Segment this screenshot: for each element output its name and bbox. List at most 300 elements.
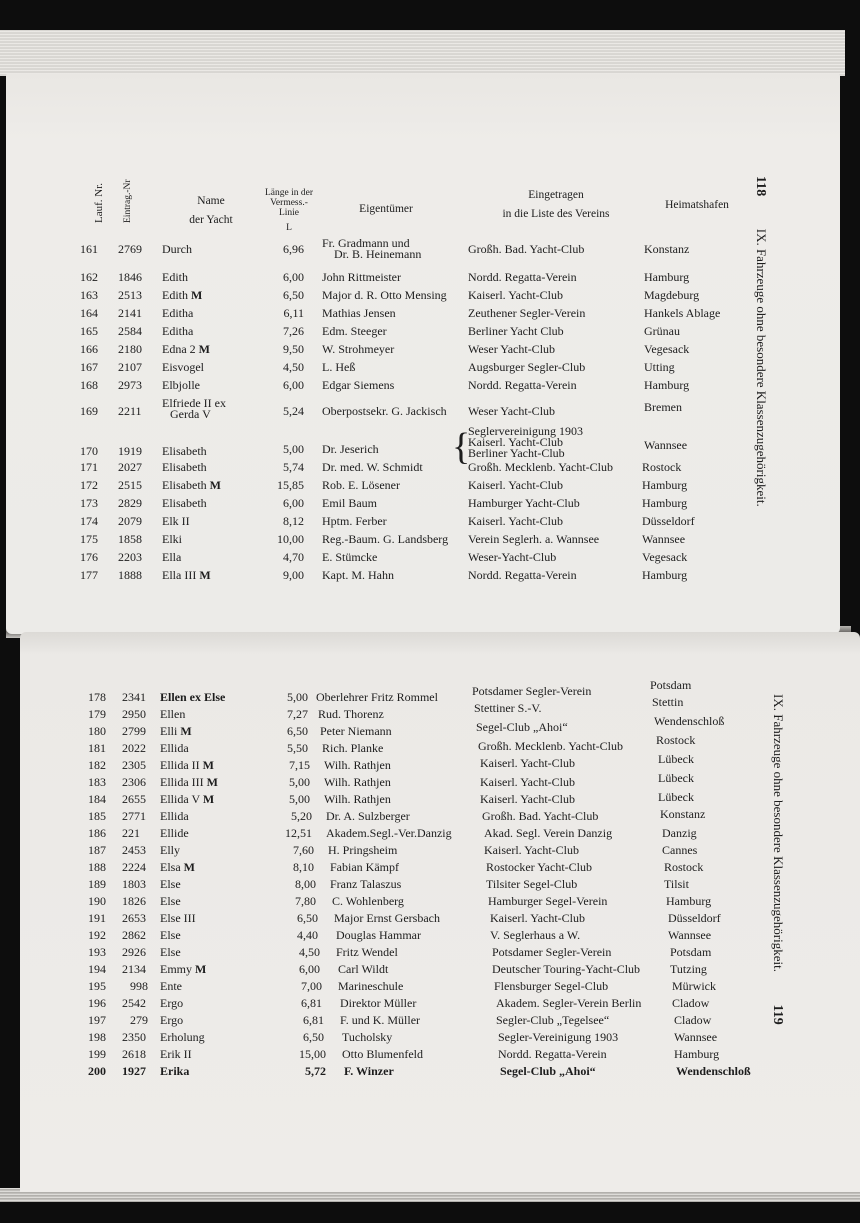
row-laenge: 5,74: [283, 460, 304, 474]
row-club: Nordd. Regatta-Verein: [468, 378, 577, 392]
row-eintrag-nr: 2211: [118, 404, 142, 418]
row-yacht-name: Erholung: [160, 1030, 205, 1044]
table-row: [6, 396, 840, 421]
row-eintrag-nr: 2584: [118, 324, 142, 338]
brace-icon: {: [452, 426, 471, 468]
row-lauf-nr: 173: [80, 496, 98, 510]
row-lauf-nr: 189: [88, 877, 106, 891]
row-laenge: 5,24: [283, 404, 304, 418]
row-heimatshafen: Rostock: [656, 733, 696, 747]
row-laenge: 6,00: [283, 270, 304, 284]
row-heimatshafen: Mürwick: [672, 979, 716, 993]
table-row: [20, 773, 860, 791]
table-row: [20, 1062, 860, 1080]
row-yacht-name: Elki: [162, 532, 182, 546]
row-heimatshafen: Potsdam: [650, 678, 692, 692]
row-eintrag-nr: 2350: [122, 1030, 146, 1044]
row-heimatshafen: Wendenschloß: [654, 714, 725, 728]
row-club: Akadem. Segler-Verein Berlin: [496, 996, 642, 1010]
row-yacht-name: Ella: [162, 550, 182, 564]
row-yacht-name: [162, 476, 221, 494]
row-m-mark: M: [209, 478, 221, 492]
row-club: V. Seglerhaus a W.: [490, 928, 581, 942]
row-heimatshafen: Grünau: [644, 324, 680, 338]
row-yacht-name-line2: Gerda V: [170, 407, 211, 421]
row-owner: Fabian Kämpf: [330, 860, 399, 874]
row-laenge: 6,81: [303, 1013, 324, 1027]
table-row: [20, 977, 860, 995]
row-yacht-name: Editha: [162, 306, 194, 320]
row-yacht-name: Else III: [160, 911, 196, 925]
row-laenge: 8,12: [283, 514, 304, 528]
row-lauf-nr: 190: [88, 894, 106, 908]
row-yacht-name: Elly: [160, 843, 180, 857]
table-row: [20, 858, 860, 876]
row-eintrag-nr: 2771: [122, 809, 146, 823]
row-club-line1: Seglervereinigung 1903: [468, 424, 583, 438]
row-owner: Mathias Jensen: [322, 306, 396, 320]
row-eintrag-nr: 998: [130, 979, 148, 993]
row-yacht-name: [160, 722, 192, 740]
table-row: [6, 530, 840, 548]
row-club: Weser Yacht-Club: [468, 404, 556, 418]
row-lauf-nr: 188: [88, 860, 106, 874]
row-laenge: 6,11: [283, 306, 304, 320]
row-heimatshafen: Hamburg: [642, 496, 688, 510]
row-owner-line1: Fr. Gradmann und: [322, 236, 410, 250]
row-yacht-name: Else: [160, 894, 181, 908]
header-eintrag-nr: Eintrag.-Nr: [123, 179, 133, 223]
row-club: Akad. Segl. Verein Danzig: [484, 826, 613, 840]
row-lauf-nr: 178: [88, 690, 106, 704]
table-row: [20, 994, 860, 1012]
header-eingetragen-line2: in die Liste des Vereins: [502, 208, 610, 220]
row-eintrag-nr: 2515: [118, 478, 142, 492]
row-yacht-name: Elbjolle: [162, 378, 200, 392]
header-laenge: [244, 188, 334, 233]
row-lauf-nr: 168: [80, 378, 98, 392]
row-eintrag-nr: 2341: [122, 690, 146, 704]
row-eintrag-nr: 2653: [122, 911, 146, 925]
row-heimatshafen: Utting: [644, 360, 675, 374]
page-number-119: 119: [770, 1004, 785, 1025]
row-owner: Oberlehrer Fritz Rommel: [316, 690, 438, 704]
row-eintrag-nr: 279: [130, 1013, 148, 1027]
row-lauf-nr: 195: [88, 979, 106, 993]
row-club: Potsdamer Segler-Verein: [492, 945, 612, 959]
row-owner: Carl Wildt: [338, 962, 389, 976]
row-owner: C. Wohlenberg: [332, 894, 404, 908]
table-row: [6, 358, 840, 376]
row-owner: H. Pringsheim: [328, 843, 398, 857]
row-lauf-nr: 183: [88, 775, 106, 789]
row-laenge: 6,81: [301, 996, 322, 1010]
row-eintrag-nr: 2769: [118, 242, 142, 256]
row-eintrag-nr: 1858: [118, 532, 142, 546]
row-yacht-name: Else: [160, 945, 181, 959]
row-owner: Rud. Thorenz: [318, 707, 384, 721]
row-laenge: 7,00: [301, 979, 322, 993]
row-eintrag-nr: 1919: [118, 444, 142, 458]
row-heimatshafen: Danzig: [662, 826, 697, 840]
row-yacht-name-text: Ellida III: [160, 775, 204, 789]
row-laenge: 7,80: [295, 894, 316, 908]
row-yacht-name-text: Elsa: [160, 860, 181, 874]
row-laenge: 6,00: [283, 496, 304, 510]
row-yacht-name: [160, 756, 214, 774]
row-owner: Douglas Hammar: [336, 928, 421, 942]
row-heimatshafen: Hamburg: [642, 478, 688, 492]
row-laenge: 4,40: [297, 928, 318, 942]
row-club: Kaiserl. Yacht-Club: [484, 843, 579, 857]
row-eintrag-nr: 2829: [118, 496, 142, 510]
row-yacht-name: [160, 858, 195, 876]
row-lauf-nr: 169: [80, 404, 98, 418]
table-row: [6, 566, 840, 584]
row-heimatshafen: Vegesack: [644, 342, 690, 356]
row-laenge: 5,20: [291, 809, 312, 823]
row-owner: Edgar Siemens: [322, 378, 395, 392]
row-owner: F. und K. Müller: [340, 1013, 421, 1027]
row-heimatshafen: Düsseldorf: [668, 911, 721, 925]
row-heimatshafen: Cladow: [674, 1013, 712, 1027]
row-heimatshafen: Wannsee: [674, 1030, 718, 1044]
row-laenge: 5,50: [287, 741, 308, 755]
table-row: [20, 909, 860, 927]
row-club: Kaiserl. Yacht-Club: [468, 288, 563, 302]
row-eintrag-nr: 2973: [118, 378, 142, 392]
table-row: [20, 1045, 860, 1063]
header-laenge-line1: Länge in der: [264, 188, 313, 198]
table-row: [20, 1011, 860, 1029]
row-club-line2: Kaiserl. Yacht-Club: [468, 435, 563, 449]
row-heimatshafen: Bremen: [644, 400, 682, 414]
row-lauf-nr: 187: [88, 843, 106, 857]
row-club: Kaiserl. Yacht-Club: [468, 514, 563, 528]
row-club: Verein Seglerh. a. Wannsee: [468, 532, 600, 546]
row-lauf-nr: 170: [80, 444, 98, 458]
row-lauf-nr: 196: [88, 996, 106, 1010]
row-yacht-name: [160, 773, 218, 791]
row-eintrag-nr: 2926: [122, 945, 146, 959]
row-eintrag-nr: 2224: [122, 860, 146, 874]
row-laenge: 15,85: [277, 478, 304, 492]
table-row: [20, 926, 860, 944]
row-eintrag-nr: 1927: [122, 1064, 146, 1078]
row-club: Berliner Yacht Club: [468, 324, 564, 338]
row-heimatshafen: Lübeck: [658, 752, 694, 766]
row-m-mark: M: [180, 724, 192, 738]
table-row: [20, 824, 860, 842]
row-yacht-name: Elisabeth: [162, 496, 207, 510]
row-owner: Dr. Jeserich: [322, 442, 379, 456]
table-row: [6, 548, 840, 566]
row-owner: Peter Niemann: [320, 724, 392, 738]
row-laenge: 10,00: [277, 532, 304, 546]
row-owner: E. Stümcke: [322, 550, 378, 564]
row-yacht-name: Ente: [160, 979, 182, 993]
row-laenge: 7,15: [289, 758, 310, 772]
row-club: Rostocker Yacht-Club: [486, 860, 592, 874]
table-row: [20, 752, 860, 774]
row-club: Nordd. Regatta-Verein: [468, 568, 577, 582]
row-owner: [322, 238, 421, 260]
table-row: [6, 268, 840, 286]
row-club: Augsburger Segler-Club: [468, 360, 586, 374]
row-lauf-nr: 167: [80, 360, 98, 374]
row-owner: W. Strohmeyer: [322, 342, 395, 356]
row-yacht-name: Ergo: [160, 996, 184, 1010]
table-row: [6, 458, 840, 476]
row-heimatshafen: Konstanz: [660, 807, 706, 821]
row-heimatshafen: Wannsee: [668, 928, 712, 942]
row-m-mark: M: [195, 962, 207, 976]
row-club: Hamburger Yacht-Club: [468, 496, 580, 510]
row-lauf-nr: 185: [88, 809, 106, 823]
row-m-mark: M: [206, 775, 218, 789]
row-club: Nordd. Regatta-Verein: [498, 1047, 607, 1061]
row-yacht-name: Durch: [162, 242, 192, 256]
row-m-mark: M: [202, 758, 214, 772]
row-yacht-name: [160, 790, 214, 808]
row-yacht-name-text: Elisabeth: [162, 478, 207, 492]
table-row: [6, 376, 840, 394]
row-laenge: 6,96: [283, 242, 304, 256]
row-lauf-nr: 174: [80, 514, 98, 528]
row-heimatshafen: Cannes: [662, 843, 698, 857]
header-lauf-nr: Lauf. Nr.: [93, 182, 105, 223]
row-heimatshafen: Stettin: [652, 695, 684, 709]
row-owner: Direktor Müller: [340, 996, 417, 1010]
table-row: [6, 494, 840, 512]
row-eintrag-nr: 1888: [118, 568, 142, 582]
running-head-title-118: IX. Fahrzeuge ohne besondere Klassenzugehörigkeit.: [754, 228, 769, 507]
header-eingetragen-line1: Eingetragen: [528, 189, 584, 201]
row-eintrag-nr: 2618: [122, 1047, 146, 1061]
row-eintrag-nr: 1846: [118, 270, 142, 284]
row-owner: Dr. med. W. Schmidt: [322, 460, 423, 474]
row-yacht-name-text: Edna 2: [162, 342, 196, 356]
row-heimatshafen: Wendenschloß: [676, 1064, 751, 1078]
row-club: Deutscher Touring-Yacht-Club: [492, 962, 641, 976]
row-eintrag-nr: 2453: [122, 843, 146, 857]
row-owner-line2: Dr. B. Heinemann: [334, 247, 422, 261]
row-yacht-name: Ergo: [160, 1013, 184, 1027]
row-yacht-name-text: Edith: [162, 288, 188, 302]
row-laenge: 6,00: [283, 378, 304, 392]
row-heimatshafen: Vegesack: [642, 550, 688, 564]
row-club: Stettiner S.-V.: [474, 701, 542, 715]
row-lauf-nr: 165: [80, 324, 98, 338]
row-heimatshafen: Hamburg: [674, 1047, 720, 1061]
row-owner: Otto Blumenfeld: [342, 1047, 423, 1061]
table-row: [6, 286, 840, 304]
row-club: Kaiserl. Yacht-Club: [480, 756, 575, 770]
row-eintrag-nr: 1803: [122, 877, 146, 891]
row-owner: Oberpostsekr. G. Jackisch: [322, 404, 447, 418]
row-yacht-name: Else: [160, 877, 181, 891]
row-laenge: 7,60: [293, 843, 314, 857]
row-lauf-nr: 182: [88, 758, 106, 772]
row-heimatshafen: Rostock: [664, 860, 704, 874]
row-lauf-nr: 194: [88, 962, 106, 976]
row-laenge: 12,51: [285, 826, 312, 840]
table-row: [6, 322, 840, 340]
row-m-mark: M: [191, 288, 203, 302]
row-club: Kaiserl. Yacht-Club: [480, 775, 575, 789]
page-number-118: 118: [753, 176, 768, 197]
row-lauf-nr: 175: [80, 532, 98, 546]
row-laenge: 6,50: [297, 911, 318, 925]
yacht-table-119: [20, 632, 860, 1192]
row-laenge: 8,10: [293, 860, 314, 874]
row-heimatshafen: Wannsee: [642, 532, 686, 546]
table-row: [20, 1028, 860, 1046]
table-row: [20, 807, 860, 825]
row-yacht-name: Eisvogel: [162, 360, 204, 374]
row-yacht-name: Ellida: [160, 741, 189, 755]
row-yacht-name: [160, 960, 206, 978]
row-m-mark: M: [198, 342, 210, 356]
row-owner: Rich. Planke: [322, 741, 384, 755]
row-owner: Wilh. Rathjen: [324, 792, 391, 806]
row-owner: Dr. A. Sulzberger: [326, 809, 410, 823]
row-lauf-nr: 179: [88, 707, 106, 721]
row-m-mark: M: [202, 792, 215, 806]
row-laenge: 4,50: [283, 360, 304, 374]
table-row: [6, 236, 840, 261]
row-heimatshafen: Hamburg: [642, 568, 688, 582]
table-row: [20, 943, 860, 961]
row-eintrag-nr: 2141: [118, 306, 142, 320]
table-row: [6, 512, 840, 530]
row-heimatshafen: Wannsee: [644, 438, 688, 452]
row-club: Segel-Club „Ahoi“: [500, 1064, 596, 1078]
page-119: [20, 632, 860, 1192]
row-yacht-name: Else: [160, 928, 181, 942]
row-heimatshafen: Rostock: [642, 460, 682, 474]
row-owner: Major d. R. Otto Mensing: [322, 288, 447, 302]
table-row: [6, 304, 840, 322]
row-yacht-name: Erika: [160, 1064, 190, 1078]
row-laenge: 6,50: [287, 724, 308, 738]
row-lauf-nr: 163: [80, 288, 98, 302]
row-owner: Reg.-Baum. G. Landsberg: [322, 532, 449, 546]
row-heimatshafen: Hamburg: [666, 894, 712, 908]
row-yacht-name: [162, 286, 202, 304]
row-lauf-nr: 200: [88, 1064, 106, 1078]
row-eintrag-nr: 1826: [122, 894, 146, 908]
row-eintrag-nr: 2862: [122, 928, 146, 942]
row-lauf-nr: 166: [80, 342, 98, 356]
row-laenge: 9,50: [283, 342, 304, 356]
row-owner: Marineschule: [338, 979, 404, 993]
row-eintrag-nr: 2134: [122, 962, 146, 976]
header-laenge-line3: Linie: [278, 208, 300, 218]
row-owner: Wilh. Rathjen: [324, 775, 391, 789]
row-yacht-name-text: Ellida V: [160, 792, 200, 806]
row-laenge: 5,00: [289, 792, 310, 806]
row-owner: Fritz Wendel: [336, 945, 398, 959]
row-club: Großh. Bad. Yacht-Club: [468, 242, 585, 256]
row-eintrag-nr: 2027: [118, 460, 142, 474]
row-club: Flensburger Segel-Club: [494, 979, 609, 993]
row-laenge: 5,00: [287, 690, 308, 704]
row-lauf-nr: 176: [80, 550, 98, 564]
row-lauf-nr: 186: [88, 826, 106, 840]
row-club: Nordd. Regatta-Verein: [468, 270, 577, 284]
row-owner: F. Winzer: [344, 1064, 394, 1078]
row-eintrag-nr: 2107: [118, 360, 142, 374]
row-laenge: 6,00: [299, 962, 320, 976]
row-heimatshafen: Tutzing: [670, 962, 707, 976]
table-row: [20, 841, 860, 859]
row-club: Kaiserl. Yacht-Club: [490, 911, 585, 925]
row-owner: Franz Talaszus: [330, 877, 402, 891]
row-heimatshafen: Tilsit: [664, 877, 689, 891]
row-owner: Hptm. Ferber: [322, 514, 387, 528]
row-m-mark: M: [183, 860, 195, 874]
row-lauf-nr: 184: [88, 792, 106, 806]
row-eintrag-nr: 2513: [118, 288, 142, 302]
row-laenge: 4,50: [299, 945, 320, 959]
row-yacht-name: [162, 340, 210, 358]
table-row: [20, 790, 860, 808]
row-heimatshafen: Hamburg: [644, 270, 690, 284]
row-laenge: 9,00: [283, 568, 304, 582]
row-lauf-nr: 197: [88, 1013, 106, 1027]
row-yacht-name: Elisabeth: [162, 460, 207, 474]
row-club-line3: Berliner Yacht-Club: [468, 446, 565, 460]
row-laenge: 4,70: [283, 550, 304, 564]
row-owner: Akadem.Segl.-Ver.Danzig: [326, 826, 452, 840]
row-laenge: 7,27: [287, 707, 308, 721]
row-eintrag-nr: 2950: [122, 707, 146, 721]
row-eintrag-nr: 2203: [118, 550, 142, 564]
row-yacht-name: Ellen: [160, 707, 186, 721]
row-eintrag-nr: 2180: [118, 342, 142, 356]
row-club: Hamburger Segel-Verein: [488, 894, 608, 908]
row-owner: Emil Baum: [322, 496, 377, 510]
row-yacht-name: [162, 566, 211, 584]
row-eintrag-nr: 2022: [122, 741, 146, 755]
row-heimatshafen: Cladow: [672, 996, 710, 1010]
row-club: Kaiserl. Yacht-Club: [468, 478, 563, 492]
row-club: Tilsiter Segel-Club: [486, 877, 578, 891]
row-owner: Edm. Steeger: [322, 324, 387, 338]
row-club: Zeuthener Segler-Verein: [468, 306, 586, 320]
table-row: [20, 733, 860, 757]
row-heimatshafen: Potsdam: [670, 945, 712, 959]
row-yacht-name-text: Elli: [160, 724, 178, 738]
row-club: Segler-Club „Tegelsee“: [496, 1013, 610, 1027]
row-lauf-nr: 172: [80, 478, 98, 492]
row-lauf-nr: 180: [88, 724, 106, 738]
row-owner: Tucholsky: [342, 1030, 393, 1044]
row-lauf-nr: 171: [80, 460, 98, 474]
row-club: Großh. Bad. Yacht-Club: [482, 809, 599, 823]
row-lauf-nr: 177: [80, 568, 98, 582]
table-row: [20, 678, 860, 706]
row-eintrag-nr: 2305: [122, 758, 146, 772]
row-lauf-nr: 198: [88, 1030, 106, 1044]
row-lauf-nr: 162: [80, 270, 98, 284]
running-head-title-119: IX. Fahrzeuge ohne besondere Klassenzugehörigkeit.: [771, 694, 786, 972]
row-yacht-name-text: Emmy: [160, 962, 192, 976]
row-yacht-name: Elk II: [162, 514, 190, 528]
row-club: Segel-Club „Ahoi“: [476, 720, 568, 734]
row-laenge: 15,00: [299, 1047, 326, 1061]
